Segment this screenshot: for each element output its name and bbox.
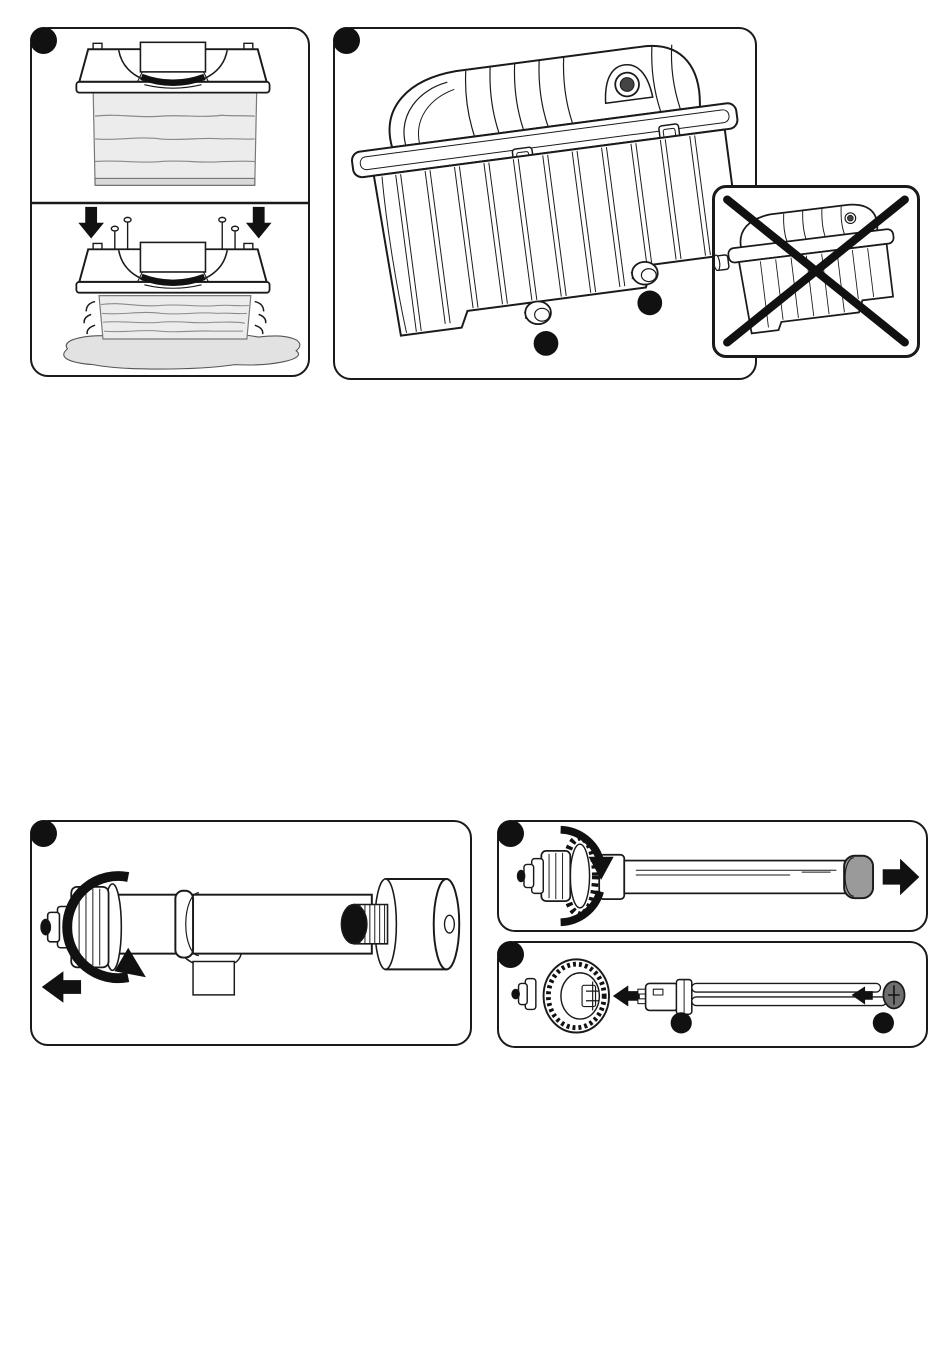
illustration-quartz-sleeve (499, 822, 926, 930)
callout-dot-right-drain (637, 291, 662, 316)
illustration-uv-unit (32, 822, 470, 1044)
panel-filter-box (333, 27, 757, 380)
bayonet-cap-socket (512, 959, 609, 1032)
inset-do-not (712, 185, 920, 358)
down-arrow-icon (78, 207, 104, 239)
illustration-filter-box (335, 29, 755, 378)
left-drain-cap (524, 301, 551, 324)
right-arrow-icon (883, 859, 920, 896)
step-badge-icon (30, 27, 57, 54)
sleeve-end-cap (844, 856, 873, 898)
label-box (193, 961, 234, 994)
bayonet-cap (517, 837, 624, 914)
step-badge-icon (497, 820, 524, 847)
callout-dot-end-cap (873, 1012, 894, 1033)
callout-dot-left-drain (534, 331, 559, 356)
callout-dot-lamp (671, 1012, 692, 1033)
panel-quartz-sleeve (497, 820, 928, 932)
panel-foam-wash (30, 27, 310, 377)
left-arrow-icon (613, 985, 640, 1006)
panel-uv-lamp (497, 941, 928, 1048)
illustration-crossed-box (715, 188, 917, 355)
uv-lamp-bulb (638, 980, 886, 1015)
quartz-sleeve-tube (624, 861, 853, 894)
panel-uv-unit (30, 820, 472, 1046)
foam-stack-under-lid (76, 42, 269, 185)
step-badge-icon (30, 820, 57, 847)
step-badge-icon (497, 941, 524, 968)
uv-tube-body (95, 891, 372, 967)
left-arrow-icon (42, 971, 81, 1002)
right-drain-cap (631, 262, 658, 285)
threaded-spigot (341, 905, 387, 944)
lamp-end-cap (883, 982, 904, 1009)
step-badge-icon (333, 27, 360, 54)
foam-squeezed-water-out (64, 207, 300, 369)
illustration-foam-wash (32, 29, 308, 375)
illustration-uv-lamp (499, 943, 926, 1046)
down-arrow-icon (246, 207, 272, 239)
